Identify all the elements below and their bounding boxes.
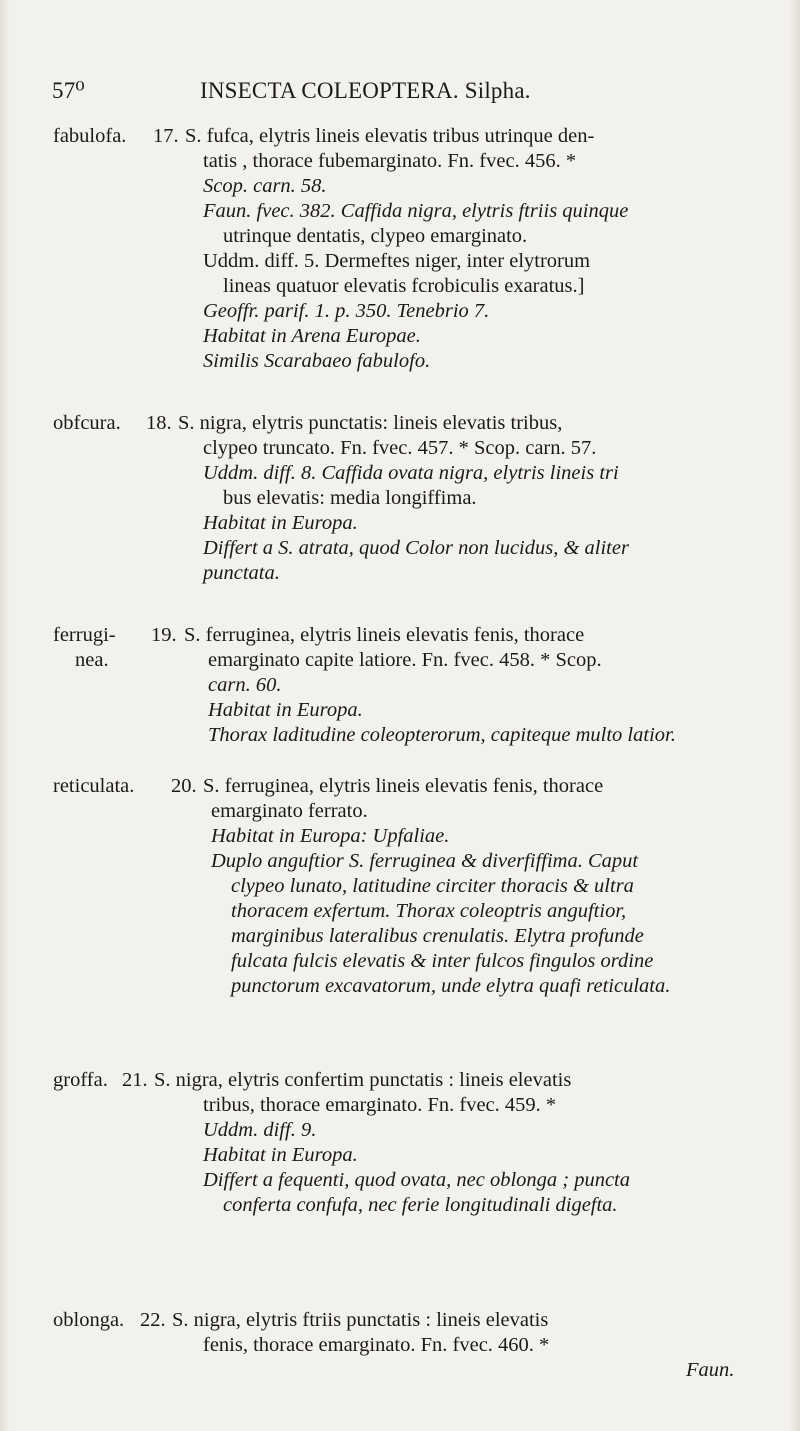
text-line: Uddm. diff. 9. — [203, 1119, 317, 1141]
text-line: lineas quatuor elevatis fcrobiculis exaratus.] — [223, 275, 585, 297]
text-line: Habitat in Europa. — [208, 699, 363, 721]
entry-text — [154, 1068, 766, 1218]
text-line: Thorax laditudine coleopterorum, capiteque multo latior. — [208, 724, 676, 746]
entry-number: 17. — [153, 125, 179, 147]
epithet-line: nea. — [75, 649, 109, 671]
text-line: Geoffr. parif. 1. p. 350. Tenebrio 7. — [203, 300, 490, 322]
entry-text — [185, 124, 797, 374]
species-epithet — [53, 411, 121, 436]
entry-number: 18. — [146, 412, 172, 434]
text-line: S. ferruginea, elytris lineis elevatis fenis, thorace — [203, 775, 604, 797]
running-title: INSECTA COLEOPTERA. Silpha. — [200, 78, 531, 103]
text-line: Uddm. diff. 8. Caffida ovata nigra, elytris lineis tri — [203, 462, 619, 484]
epithet-line: oblonga. — [53, 1309, 125, 1331]
species-epithet — [53, 623, 116, 673]
text-line: Duplo anguftior S. ferruginea & diverfiffima. Caput — [211, 850, 639, 872]
entry-text — [203, 774, 800, 999]
text-line: fulcata fulcis elevatis & inter fulcos fingulos ordine — [231, 950, 654, 972]
species-epithet — [53, 124, 126, 149]
epithet-line: reticulata. — [53, 775, 135, 797]
text-line: Differt a S. atrata, quod Color non lucidus, & aliter — [203, 537, 629, 559]
entry-text — [172, 1308, 784, 1383]
text-line: S. nigra, elytris punctatis: lineis elevatis tribus, — [178, 412, 563, 434]
text-line: clypeo truncato. Fn. fvec. 457. * Scop. carn. 57. — [203, 437, 597, 459]
text-line: carn. 60. — [208, 674, 282, 696]
epithet-line: fabulofa. — [53, 125, 127, 147]
text-line: Similis Scarabaeo fabulofo. — [203, 350, 431, 372]
text-line: S. nigra, elytris confertim punctatis : lineis elevatis — [154, 1069, 572, 1091]
text-line: Habitat in Arena Europae. — [203, 325, 421, 347]
text-line: Scop. carn. 58. — [203, 175, 327, 197]
epithet-line: groffa. — [53, 1069, 108, 1091]
text-line: tribus, thorace emarginato. Fn. fvec. 459. * — [203, 1094, 557, 1116]
text-line: thoracem exfertum. Thorax coleoptris anguftior, — [231, 900, 627, 922]
text-line: marginibus lateralibus crenulatis. Elytra profunde — [231, 925, 644, 947]
text-line: punctata. — [203, 562, 280, 584]
page-number: 57⁰ — [52, 78, 85, 103]
text-line: Faun. fvec. 382. Caffida nigra, elytris ftriis quinque — [203, 200, 629, 222]
entry-number: 19. — [151, 624, 177, 646]
text-line: Habitat in Europa. — [203, 512, 358, 534]
entry-number: 21. — [122, 1069, 148, 1091]
text-line: fenis, thorace emarginato. Fn. fvec. 460. * — [203, 1334, 550, 1356]
running-header — [52, 78, 752, 114]
text-line: utrinque dentatis, clypeo emarginato. — [223, 225, 528, 247]
text-line: conferta confufa, nec ferie longitudinali digefta. — [223, 1194, 618, 1216]
species-epithet — [53, 1308, 124, 1333]
text-line: S. nigra, elytris ftriis punctatis : lineis elevatis — [172, 1309, 549, 1331]
entry-text — [178, 411, 790, 586]
text-line: emarginato capite latiore. Fn. fvec. 458. * Scop. — [208, 649, 602, 671]
epithet-line: ferrugi- — [53, 624, 116, 646]
epithet-line: obfcura. — [53, 412, 121, 434]
text-line: Faun. — [686, 1359, 735, 1381]
text-line: Uddm. diff. 5. Dermeftes niger, inter elytrorum — [203, 250, 591, 272]
text-line: punctorum excavatorum, unde elytra quafi reticulata. — [231, 975, 671, 997]
text-line: Habitat in Europa: Upfaliae. — [211, 825, 450, 847]
species-epithet — [53, 774, 134, 799]
text-line: emarginato ferrato. — [211, 800, 368, 822]
text-line: Habitat in Europa. — [203, 1144, 358, 1166]
text-line: tatis , thorace fubemarginato. Fn. fvec. 456. * — [203, 150, 577, 172]
text-line: bus elevatis: media longiffima. — [223, 487, 477, 509]
text-line: clypeo lunato, latitudine circiter thoracis & ultra — [231, 875, 634, 897]
text-line: Differt a fequenti, quod ovata, nec oblonga ; puncta — [203, 1169, 631, 1191]
text-line: S. fufca, elytris lineis elevatis tribus utrinque den- — [185, 125, 595, 147]
entry-text — [184, 623, 796, 748]
species-epithet — [53, 1068, 108, 1093]
entry-number: 22. — [140, 1309, 166, 1331]
text-line: S. ferruginea, elytris lineis elevatis fenis, thorace — [184, 624, 585, 646]
entry-number: 20. — [171, 775, 197, 797]
page-edge-left — [0, 0, 10, 1431]
